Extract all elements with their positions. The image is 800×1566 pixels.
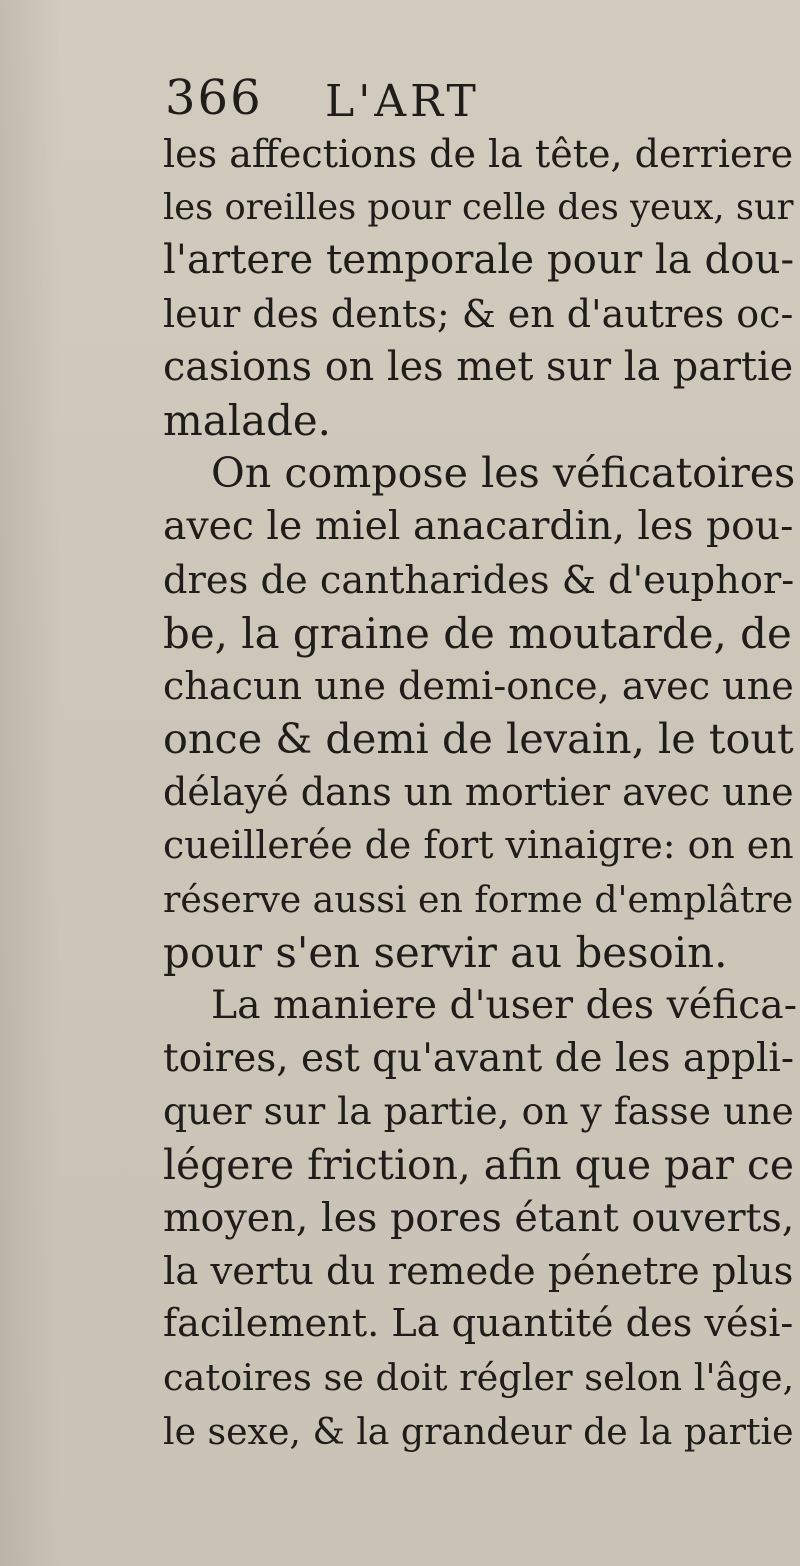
body-text: [163, 128, 800, 1458]
text-line: avec le miel anacardin, les pou-: [163, 504, 794, 550]
text-line: La maniere d'user des véfica-: [211, 983, 798, 1028]
text-line: moyen, les pores étant ouverts,: [163, 1194, 795, 1241]
page-number: 366: [165, 70, 263, 126]
text-line: réserve aussi en forme d'emplâtre: [163, 877, 794, 921]
text-line: légere friction, afin que par ce: [163, 1140, 794, 1189]
text-line: cueillerée de fort vinaigre: on en: [163, 823, 794, 868]
text-line: facilement. La quantité des vési-: [163, 1302, 794, 1347]
text-line: la vertu du remede pénetre plus: [163, 1248, 794, 1294]
text-line: les affections de la tête, derriere: [163, 132, 794, 176]
text-line: toires, est qu'avant de les appli-: [163, 1036, 795, 1082]
text-line: once & demi de levain, le tout: [163, 715, 794, 764]
text-line: délayé dans un mortier avec une: [163, 770, 794, 815]
text-line: be, la graine de moutarde, de: [163, 608, 792, 658]
text-line: chacun une demi-once, avec une: [163, 663, 794, 708]
text-line: On compose les véficatoires: [211, 449, 796, 498]
text-line: le sexe, & la grandeur de la partie: [163, 1409, 794, 1453]
text-line: catoires se doit régler selon l'âge,: [163, 1356, 795, 1400]
text-line: casions on les met sur la partie: [163, 343, 794, 390]
running-title: L'ART: [325, 76, 480, 127]
text-line: pour s'en servir au besoin.: [163, 927, 728, 977]
text-line: malade.: [163, 395, 331, 445]
text-line: l'artere temporale pour la dou-: [163, 237, 795, 284]
text-line: dres de cantharides & d'euphor-: [163, 557, 795, 603]
text-line: leur des dents; & en d'autres oc-: [163, 291, 794, 336]
text-line: les oreilles pour celle des yeux, sur: [163, 187, 794, 229]
text-line: quer sur la partie, on y fasse une: [163, 1089, 794, 1134]
